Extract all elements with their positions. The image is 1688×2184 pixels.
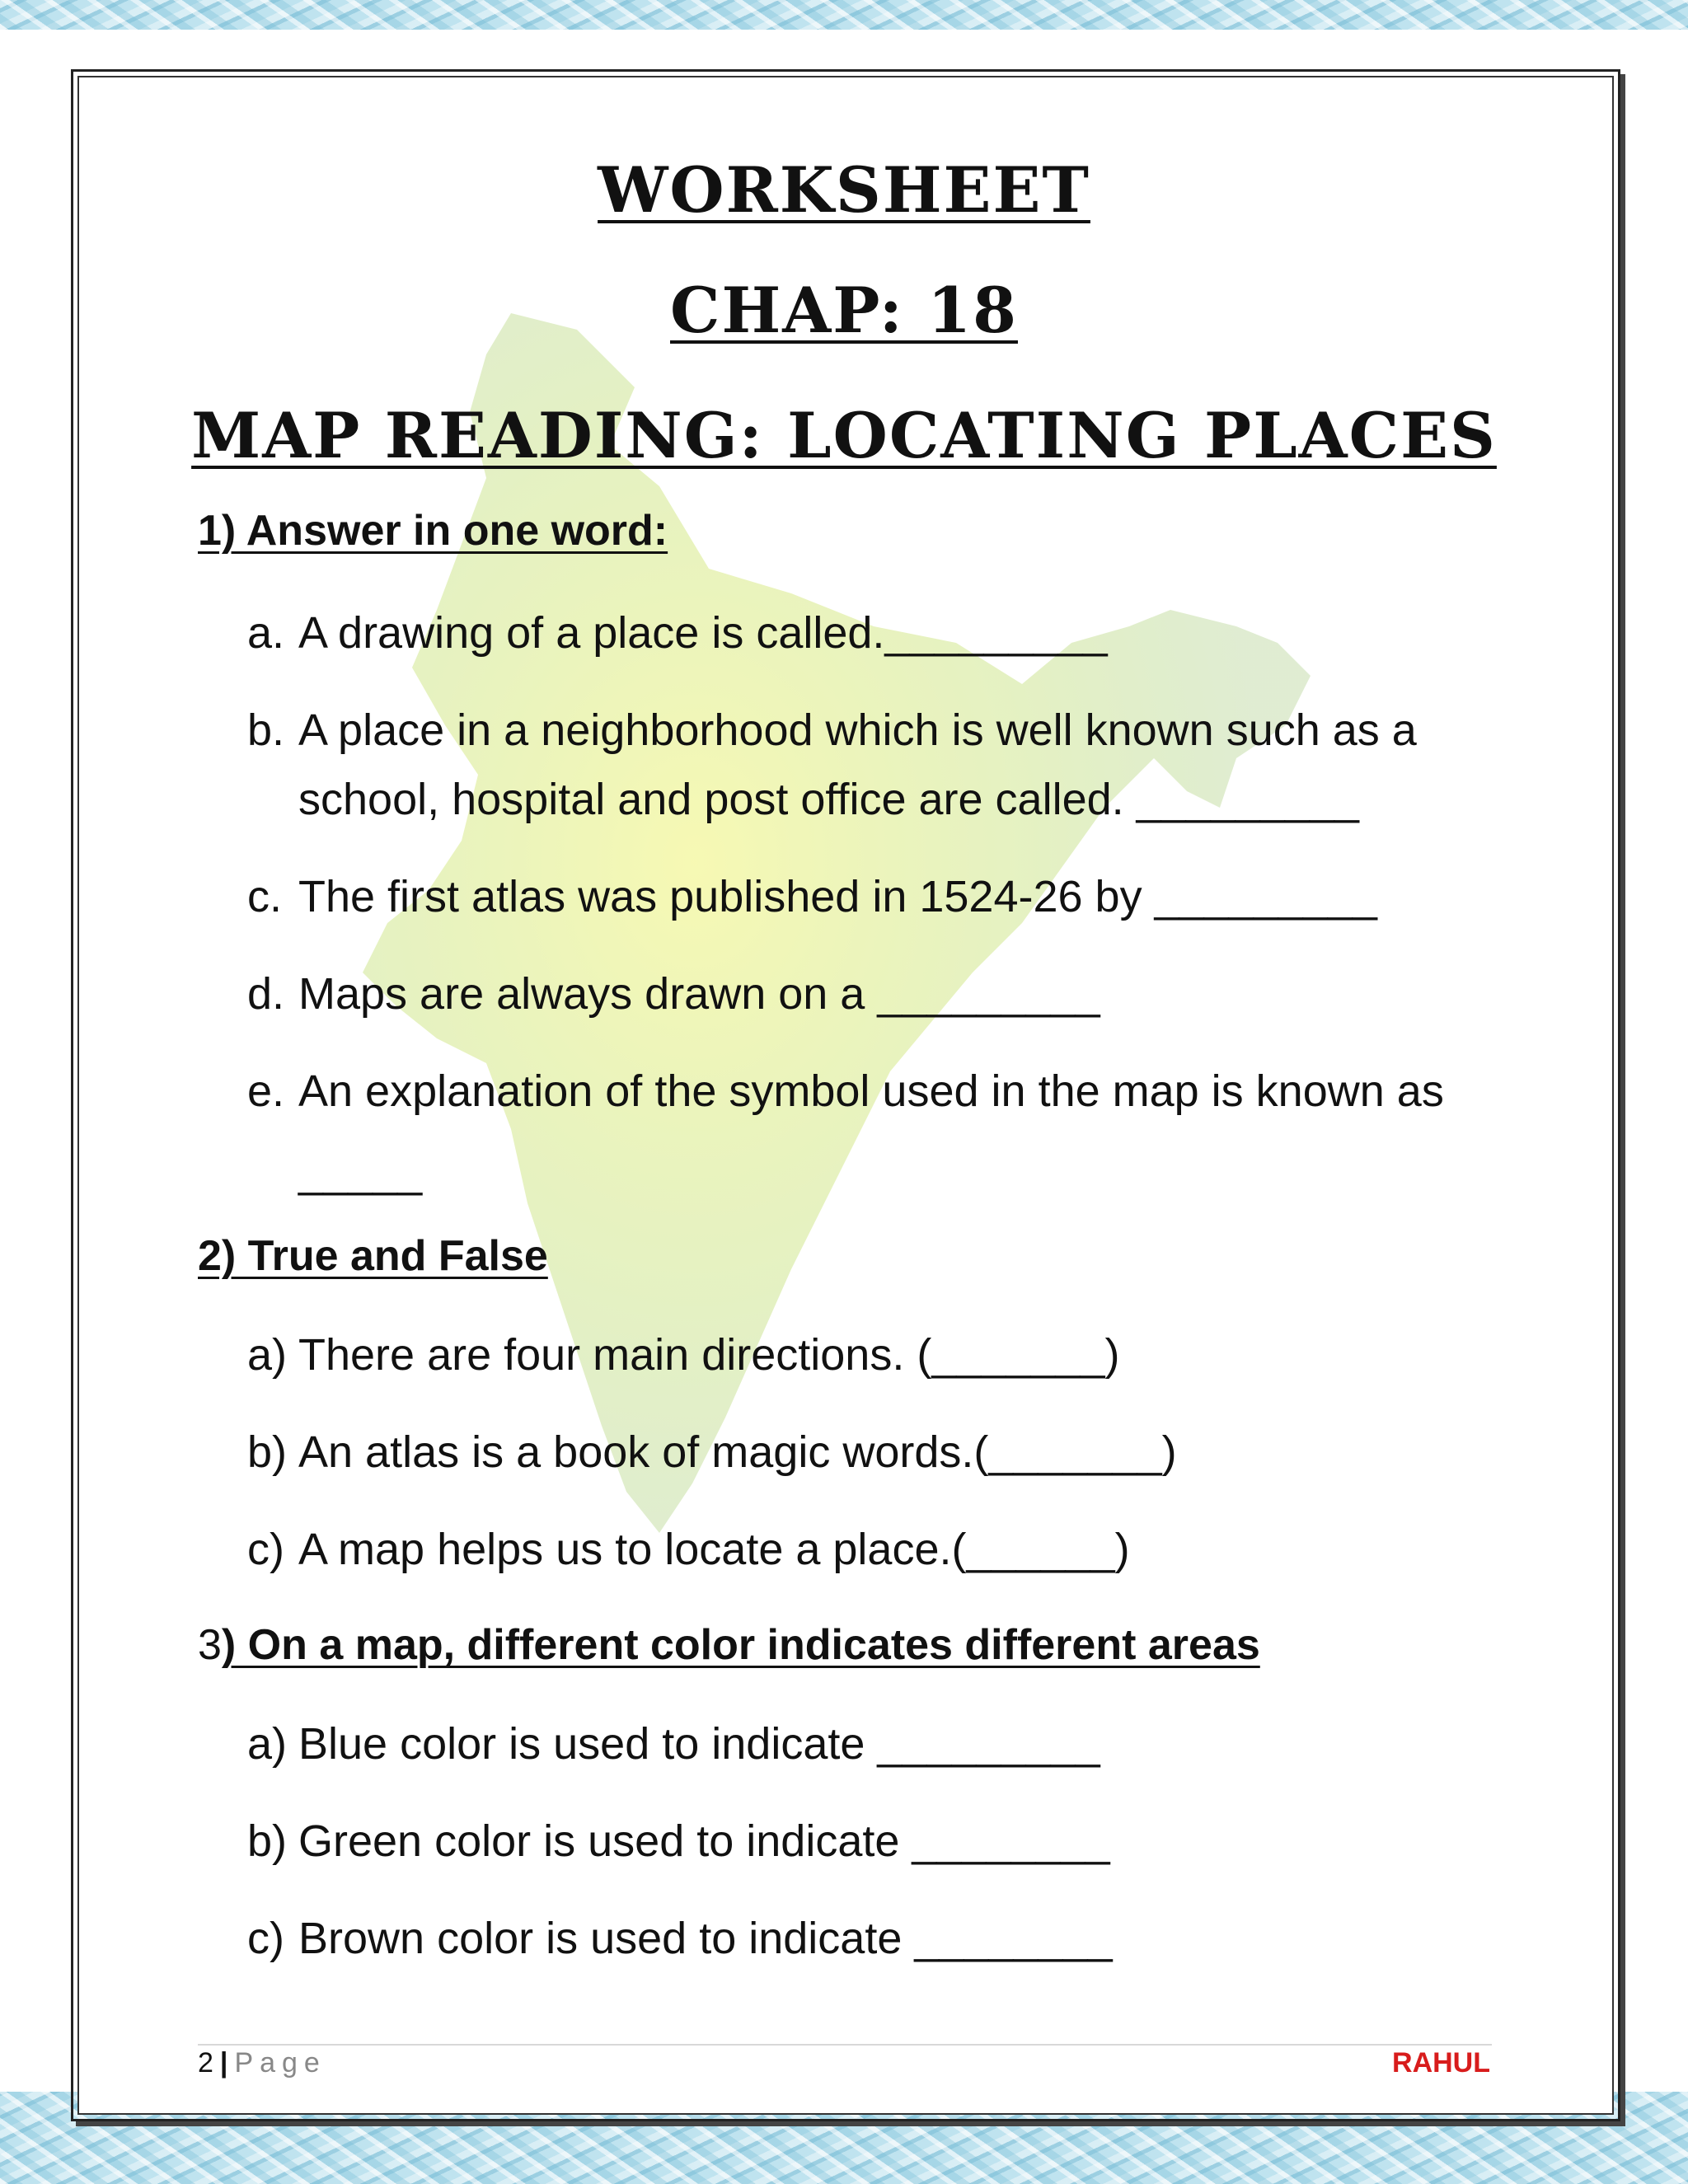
item-text: A place in a neighborhood which is well known such as a bbox=[298, 705, 1417, 755]
item-marker: a) bbox=[247, 1330, 288, 1380]
color-question-item bbox=[247, 1807, 1110, 1876]
section3-heading: 3) On a map, different color indicates different areas bbox=[198, 1621, 1260, 1669]
item-text: Brown color is used to indicate ________ bbox=[298, 1914, 1113, 1963]
chapter-title: CHAP: 18 bbox=[670, 274, 1018, 347]
item-text: A drawing of a place is called._________ bbox=[298, 608, 1108, 658]
item-text: An atlas is a book of magic words.(_______) bbox=[298, 1427, 1177, 1477]
page-number: 2 bbox=[198, 2047, 213, 2079]
item-marker: b) bbox=[247, 1427, 288, 1477]
true-false-item bbox=[247, 1418, 1177, 1487]
color-question-item bbox=[247, 1904, 1113, 1973]
item-text: Blue color is used to indicate _________ bbox=[298, 1719, 1100, 1769]
item-text: The first atlas was published in 1524-26 by _________ bbox=[298, 872, 1377, 921]
chapter-name: MAP READING: LOCATING PLACES bbox=[191, 399, 1497, 472]
worksheet-title: WORKSHEET bbox=[598, 153, 1090, 227]
author-name: RAHUL bbox=[1392, 2047, 1490, 2079]
item-marker: d. bbox=[247, 969, 285, 1019]
color-question-item bbox=[247, 1709, 1100, 1779]
item-marker: c) bbox=[247, 1914, 284, 1963]
item-text-continued: school, hospital and post office are called. _________ bbox=[298, 775, 1359, 824]
item-text: An explanation of the symbol used in the map is known as bbox=[298, 1066, 1444, 1116]
question-item bbox=[247, 598, 1108, 668]
item-marker: b. bbox=[247, 705, 285, 755]
item-marker: c. bbox=[247, 872, 283, 921]
item-text-continued: _____ bbox=[298, 1147, 423, 1197]
item-marker: a) bbox=[247, 1719, 288, 1769]
question-item bbox=[247, 696, 1417, 765]
item-text: There are four main directions. (_______) bbox=[298, 1330, 1120, 1380]
section2-heading: 2) True and False bbox=[198, 1232, 548, 1280]
true-false-item bbox=[247, 1515, 1130, 1584]
item-text: Green color is used to indicate ________ bbox=[298, 1816, 1110, 1866]
footer-divider bbox=[198, 2044, 1492, 2046]
item-marker: e. bbox=[247, 1066, 285, 1116]
item-text: Maps are always drawn on a _________ bbox=[298, 969, 1100, 1019]
item-marker: b) bbox=[247, 1816, 288, 1866]
item-marker: a. bbox=[247, 608, 285, 658]
section1-heading: 1) Answer in one word: bbox=[198, 507, 668, 555]
question-item bbox=[247, 959, 1100, 1029]
page-label: Page bbox=[234, 2047, 326, 2079]
item-marker: c) bbox=[247, 1525, 284, 1574]
item-text: A map helps us to locate a place.(______) bbox=[298, 1525, 1130, 1574]
question-item bbox=[247, 862, 1377, 931]
page-footer bbox=[198, 2047, 326, 2079]
question-item bbox=[247, 1057, 1444, 1126]
true-false-item bbox=[247, 1320, 1120, 1390]
footer-separator: | bbox=[219, 2047, 228, 2079]
